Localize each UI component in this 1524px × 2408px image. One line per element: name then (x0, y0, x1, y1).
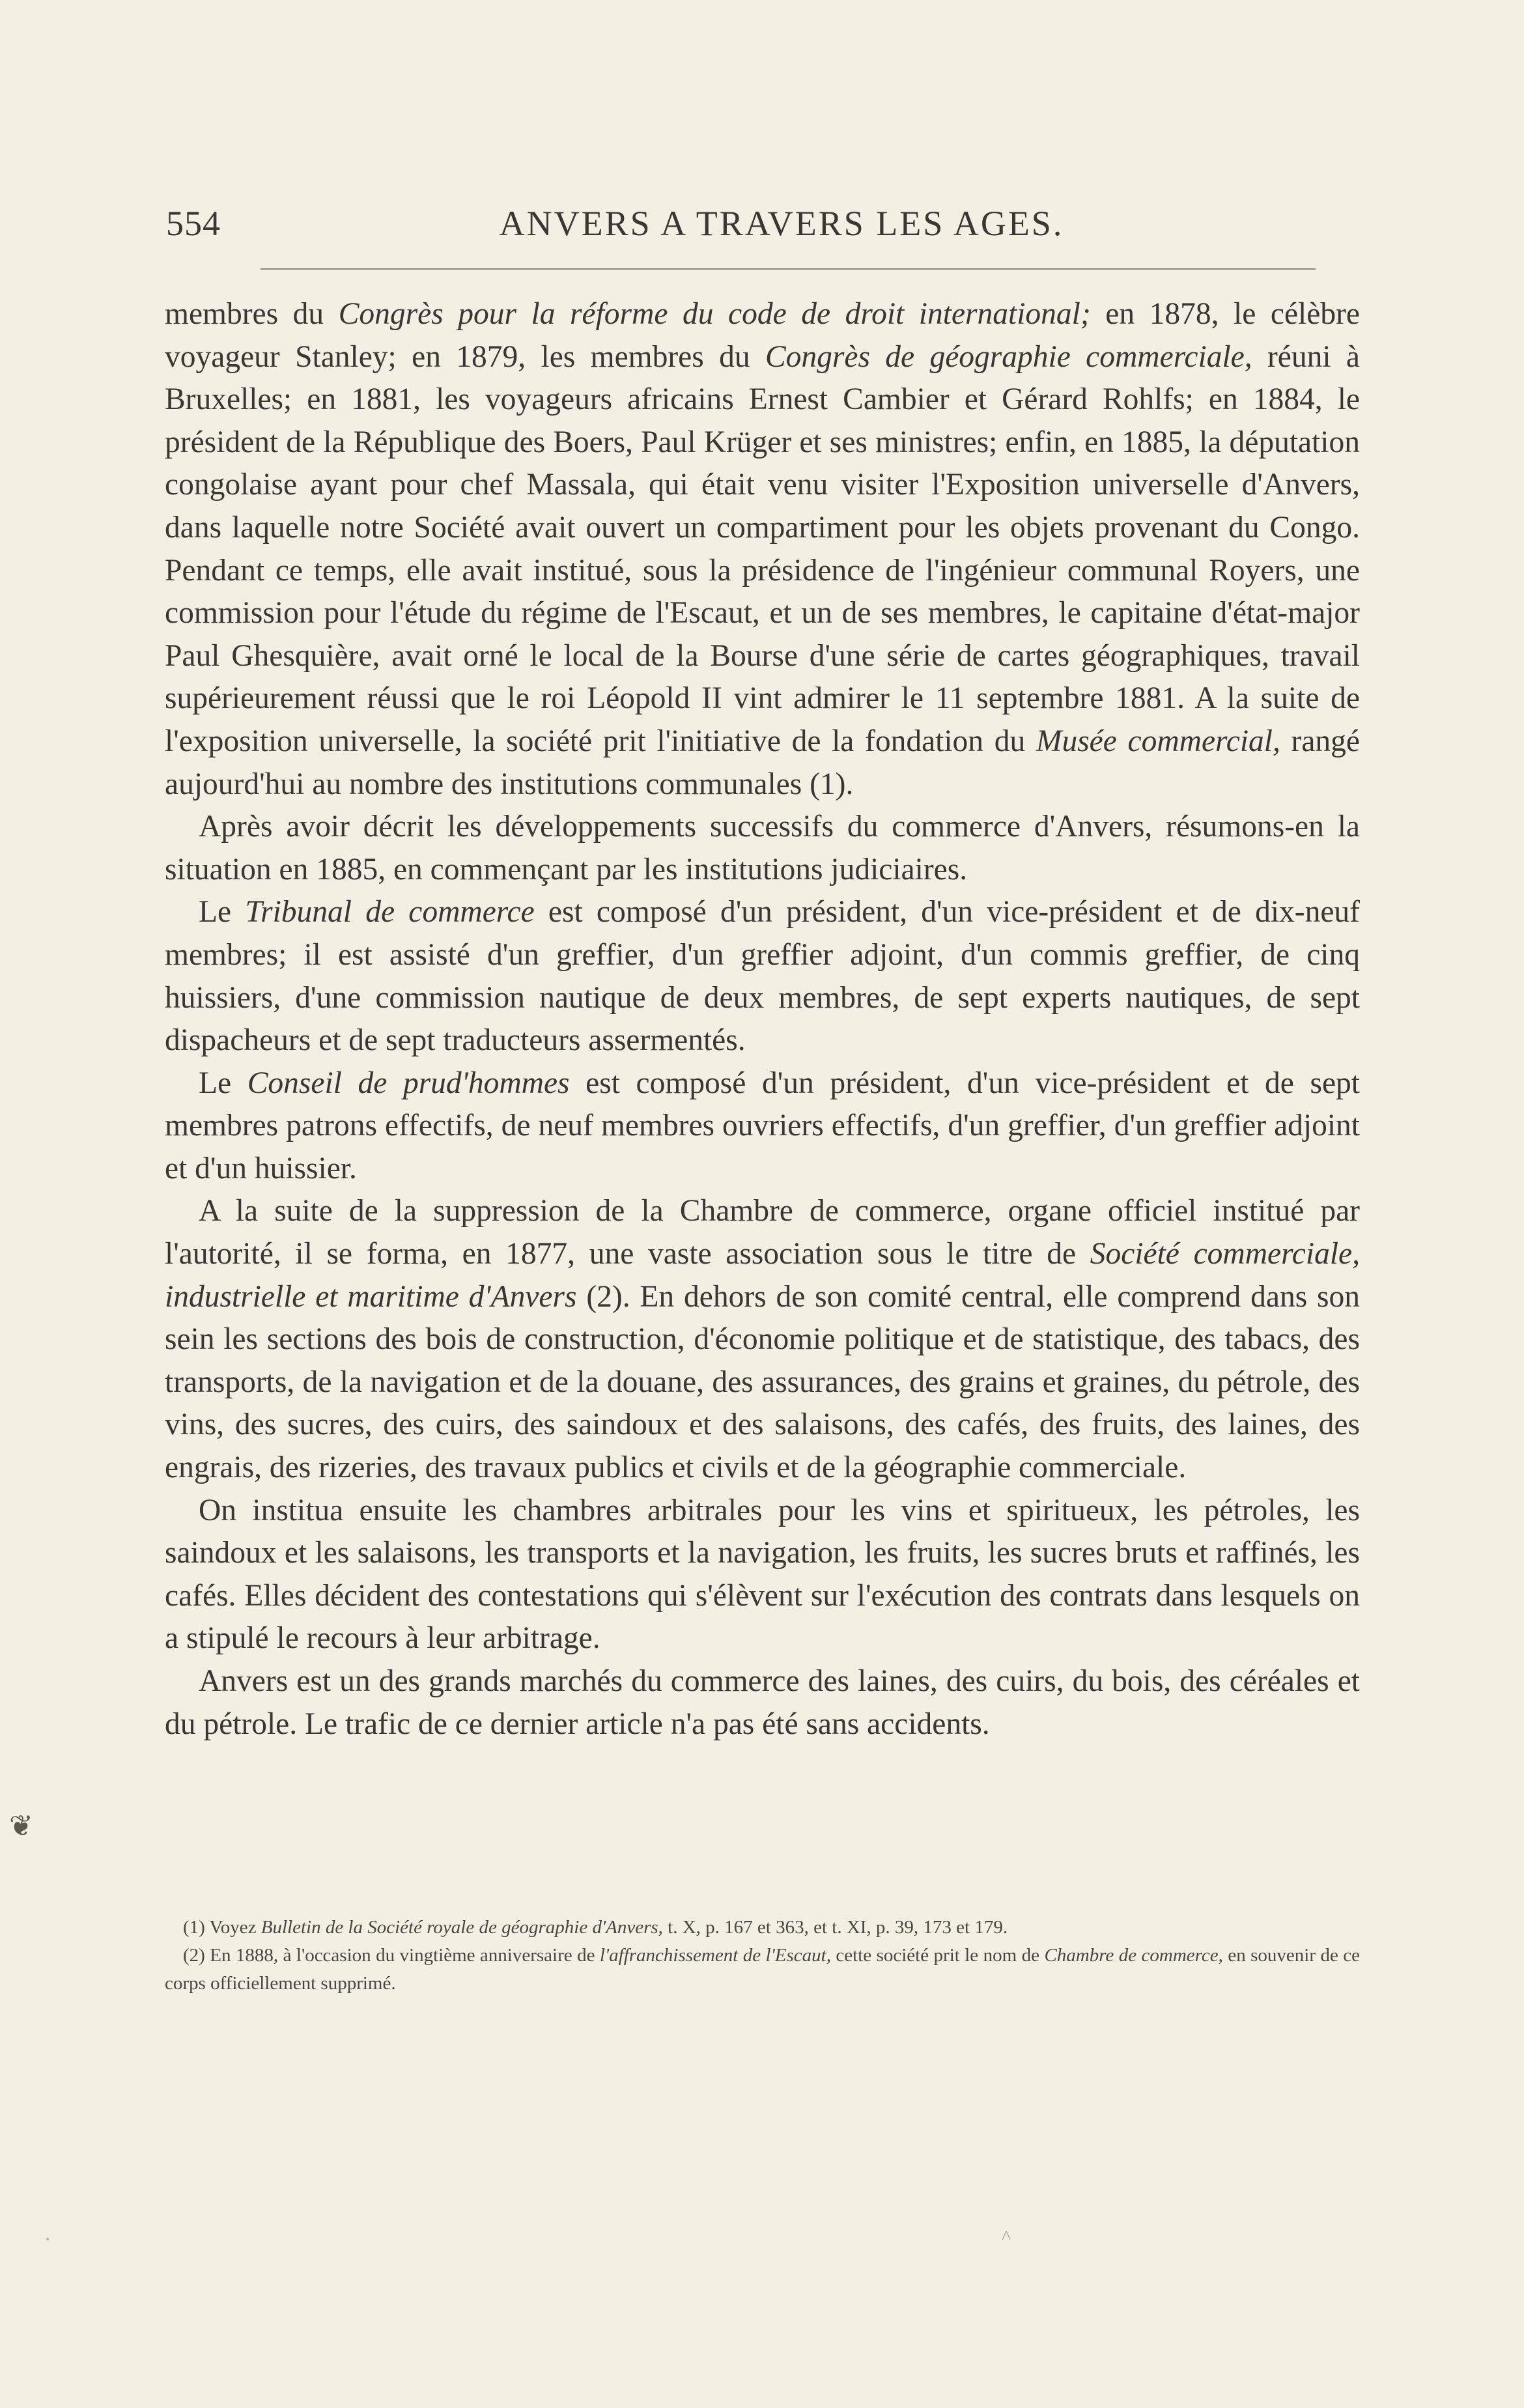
fn2-text-3: en souvenir de ce corps officiellement supprimé. (165, 1945, 1361, 1994)
paragraph-1 (165, 293, 1360, 806)
p5-italic-1: Société commerciale, industrielle et maritime d'Anvers (165, 1237, 1360, 1314)
p5-text-1: A la suite de la suppression de la Chambre de commerce, organe officiel institué par l'autorité, il se forma, en 1877, une vaste association sous le titre de (165, 1194, 1360, 1271)
fn2-italic-1: l'affranchissement de l'Escaut, (599, 1945, 831, 1966)
p4-text-2: est composé d'un président, d'un vice-président et de sept membres patrons effectifs, de neuf membres ouvriers effectifs, d'un greffier, d'un greffier adjoint et d'un huissier. (165, 1066, 1360, 1185)
bottom-caret-mark: ^ (1002, 2226, 1011, 2248)
fn2-italic-2: Chambre de commerce, (1044, 1945, 1223, 1966)
page-number: 554 (166, 204, 221, 243)
fn2-text-1: (2) En 1888, à l'occasion du vingtième anniversaire de (183, 1945, 600, 1966)
header-rule (261, 268, 1316, 270)
p1-text-3: réuni à Bruxelles; en 1881, les voyageurs africains Ernest Cambier et Gérard Rohlfs; en 1884, le président de la République des Boers, Paul Krüger et ses ministres; enfin, en 1885, la députation congolaise ayant pour chef Massala, qui était venu visiter l'Exposition universelle d'Anvers, dans laquelle notre Société avait ouvert un compartiment pour les objets provenant du Congo. Pendant ce temps, elle avait institué, sous la présidence de l'ingénieur communal Royers, une commission pour l'étude du régime de l'Escaut, et un de ses membres, le capitaine d'état-major Paul Ghesquière, avait orné le local de la Bourse d'une série de cartes géographiques, travail supérieurement réussi que le roi Léopold II vint admirer le 11 septembre 1881. A la suite de l'exposition universelle, la société prit l'initiative de la fondation du (165, 339, 1360, 758)
fn1-italic-1: Bulletin de la Société royale de géographie d'Anvers, (261, 1917, 663, 1938)
paragraph-5 (165, 1190, 1360, 1489)
paragraph-2 (165, 806, 1360, 891)
margin-dot-mark: • (46, 2233, 50, 2246)
p4-italic-1: Conseil de prud'hommes (247, 1066, 570, 1100)
p1-text-2: en 1878, le célèbre voyageur Stanley; en 1879, les membres du (165, 297, 1360, 374)
margin-ornament-mark: ❦ (9, 1810, 33, 1842)
fn1-text-1: (1) Voyez (183, 1917, 261, 1938)
paragraph-3 (165, 891, 1360, 1062)
footnotes (165, 1914, 1360, 1998)
p7-text-1: Anvers est un des grands marchés du commerce des laines, des cuirs, du bois, des céréales et du pétrole. Le trafic de ce dernier article n'a pas été sans accidents. (165, 1664, 1360, 1741)
body-text (165, 293, 1360, 1746)
p1-italic-1: Congrès pour la réforme du code de droit international; (338, 297, 1091, 331)
p3-text-2: est composé d'un président, d'un vice-président et de dix-neuf membres; il est assisté d'un greffier, d'un greffier adjoint, d'un commis greffier, de cinq huissiers, d'une commission nautique de deux membres, de sept experts nautiques, de sept dispacheurs et de sept traducteurs assermentés. (165, 895, 1360, 1058)
footnote-1 (165, 1914, 1360, 1942)
p1-text-1: membres du (165, 297, 339, 331)
p4-text-1: Le (199, 1066, 247, 1100)
p1-italic-2: Congrès de géographie commerciale, (765, 339, 1252, 374)
footnote-2 (165, 1942, 1360, 1998)
page-header (166, 203, 1358, 255)
p3-italic-1: Tribunal de commerce (245, 895, 535, 929)
paragraph-6 (165, 1490, 1360, 1660)
p1-text-4: rangé aujourd'hui au nombre des institutions communales (1). (165, 724, 1360, 801)
p2-text-1: Après avoir décrit les développements successifs du commerce d'Anvers, résumons-en la situation en 1885, en commençant par les institutions judiciaires. (165, 810, 1360, 886)
running-title: ANVERS A TRAVERS LES AGES. (499, 204, 1064, 243)
p1-italic-3: Musée commercial, (1036, 724, 1280, 758)
p3-text-1: Le (199, 895, 246, 929)
fn2-text-2: cette société prit le nom de (830, 1945, 1045, 1966)
p5-text-2: (2). En dehors de son comité central, elle comprend dans son sein les sections des bois de construction, d'économie politique et de statistique, des tabacs, des transports, de la navigation et de la douane, des assurances, des grains et graines, du pétrole, des vins, des sucres, des cuirs, des saindoux et des salaisons, des cafés, des fruits, des laines, des engrais, des rizeries, des travaux publics et civils et de la géographie commerciale. (165, 1279, 1360, 1485)
paragraph-4 (165, 1062, 1360, 1191)
paragraph-7 (165, 1660, 1360, 1746)
fn1-text-2: t. X, p. 167 et 363, et t. XI, p. 39, 173 et 179. (662, 1917, 1008, 1938)
p6-text-1: On institua ensuite les chambres arbitrales pour les vins et spiritueux, les pétroles, les saindoux et les salaisons, les transports et la navigation, les fruits, les sucres bruts et raffinés, les cafés. Elles décident des contestations qui s'élèvent sur l'exécution des contrats dans lesquels on a stipulé le recours à leur arbitrage. (165, 1493, 1360, 1656)
